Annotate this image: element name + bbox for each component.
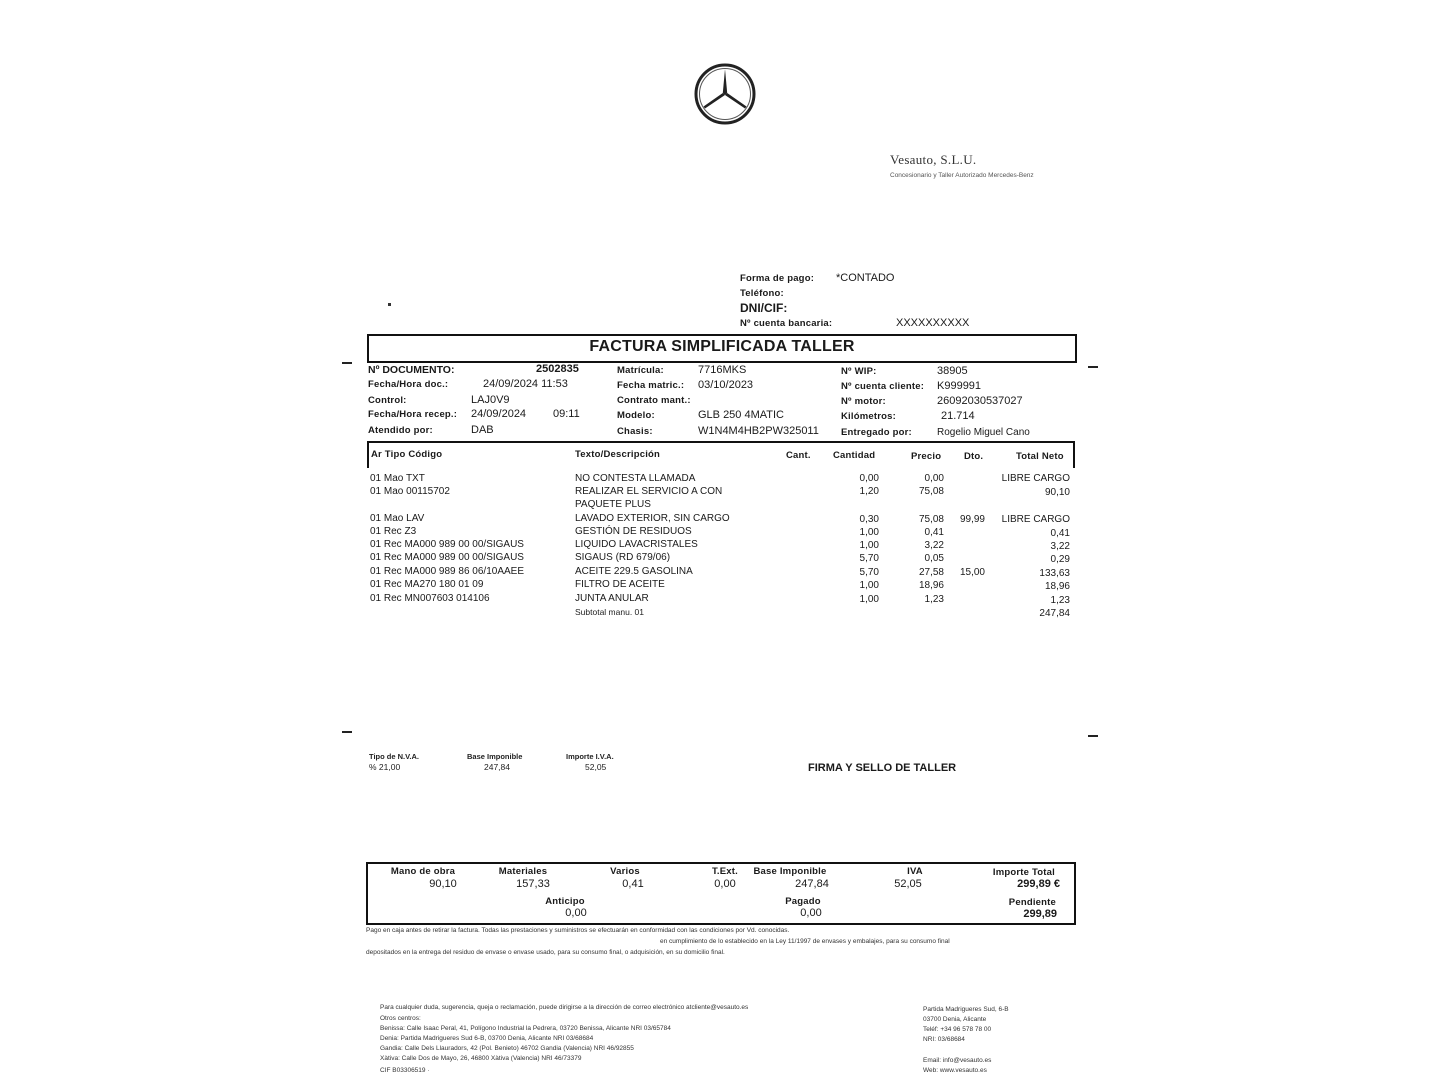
company-subtitle: Concesionario y Taller Autorizado Mercedes-Benz: [890, 172, 1034, 179]
control-label: Control:: [368, 395, 407, 406]
col-header-codigo: Ar Tipo Código: [371, 449, 443, 460]
cell-texto: REALIZAR EL SERVICIO A CON: [575, 486, 723, 497]
varios-value: 0,41: [622, 878, 644, 890]
iva-value: 52,05: [894, 878, 922, 890]
iva-label: IVA: [907, 866, 923, 877]
cell-total: 0,41: [1050, 528, 1070, 539]
cell-cantidad: 1,00: [859, 580, 879, 591]
cell-precio: 18,96: [918, 580, 944, 591]
footer-nri: NRI: 03/68684: [923, 1036, 965, 1043]
cell-total: LIBRE CARGO: [1001, 514, 1070, 525]
col-header-texto: Texto/Descripción: [575, 449, 661, 460]
pendiente-label: Pendiente: [1008, 897, 1056, 908]
fecha-recep-value: 24/09/2024: [471, 408, 527, 420]
cell-cantidad: 5,70: [859, 553, 879, 564]
fold-mark: [1088, 366, 1098, 368]
cell-texto: LIQUIDO LAVACRISTALES: [575, 539, 698, 550]
fecha-matric-value: 03/10/2023: [698, 379, 754, 391]
cell-cantidad: 0,00: [859, 473, 879, 484]
cell-cantidad: 1,00: [859, 540, 879, 551]
control-value: LAJ0V9: [471, 394, 510, 406]
cell-precio: 1,23: [924, 594, 944, 605]
pagado-label: Pagado: [785, 896, 821, 907]
col-header-dto: Dto.: [964, 451, 984, 462]
fold-mark: [342, 362, 352, 364]
base-imponible-label: Base Imponible: [753, 866, 827, 877]
kilometros-label: Kilómetros:: [841, 411, 896, 422]
cell-precio: 75,08: [918, 486, 944, 497]
cell-precio: 75,08: [918, 514, 944, 525]
footer-phone: Teléf: +34 96 578 78 00: [923, 1026, 992, 1033]
table-top-rule: [367, 441, 1075, 443]
t-ext-value: 0,00: [714, 878, 736, 890]
cell-dto: 15,00: [959, 567, 985, 578]
cell-texto: ACEITE 229.5 GASOLINA: [575, 566, 693, 577]
cell-total: 90,10: [1044, 487, 1070, 498]
firma-sello-label: FIRMA Y SELLO DE TALLER: [808, 762, 957, 774]
col-header-precio: Precio: [911, 451, 942, 462]
dot-mark: [388, 303, 391, 306]
cell-total: 133,63: [1039, 568, 1070, 579]
importe-total-label: Importe Total: [992, 867, 1055, 878]
footer-centro-xativa: Xàtiva: Calle Dos de Mayo, 26, 46800 Xàtiva (Valencia) NRI 46/73379: [380, 1055, 582, 1062]
telefono-label: Teléfono:: [740, 288, 784, 299]
matricula-value: 7716MKS: [698, 364, 747, 376]
materiales-label: Materiales: [498, 866, 548, 877]
dni-label: DNI/CIF:: [740, 301, 788, 315]
pagado-value: 0,00: [800, 907, 822, 919]
col-header-total: Total Neto: [1016, 451, 1064, 462]
fineprint-line-1: Pago en caja antes de retirar la factura. Todas las prestaciones y suministros se efectuarán en conformidad con las condiciones por Vd. conocidas.: [366, 927, 790, 934]
fold-mark: [342, 731, 352, 733]
table-left-rule: [367, 441, 369, 468]
fecha-recep-label: Fecha/Hora recep.:: [368, 409, 458, 420]
cuenta-cliente-label: Nº cuenta cliente:: [841, 381, 925, 392]
cell-total: 18,96: [1044, 581, 1070, 592]
base-imponible-value: 247,84: [795, 878, 829, 890]
cell-precio: 3,22: [924, 540, 944, 551]
mano-obra-value: 90,10: [429, 878, 457, 890]
doc-number-label: Nº DOCUMENTO:: [368, 364, 455, 376]
footer-cif: CIF B03306519 ·: [380, 1067, 430, 1074]
anticipo-value: 0,00: [565, 907, 587, 919]
footer-centro-denia: Denia: Partida Madrigueres Sud 6-B, 03700 Denia, Alicante NRI 03/68684: [380, 1035, 594, 1042]
cell-cantidad: 1,00: [859, 594, 879, 605]
vat-tipo-value: % 21,00: [369, 762, 401, 772]
col-header-cantidad: Cantidad: [833, 450, 876, 461]
varios-label: Varios: [610, 866, 640, 877]
footer-centro-benissa: Benissa: Calle Isaac Peral, 41, Polígono Industrial la Pedrera, 03720 Benissa, Alicante NRI 03/65784: [380, 1025, 671, 1032]
footer-web: Web: www.vesauto.es: [923, 1067, 987, 1074]
mercedes-star-logo: [693, 62, 757, 126]
cell-codigo: 01 Rec MA000 989 00 00/SIGAUS: [370, 552, 524, 563]
cell-precio: 0,00: [924, 473, 944, 484]
forma-pago-label: Forma de pago:: [740, 273, 815, 284]
t-ext-label: T.Ext.: [711, 866, 738, 877]
cell-codigo: 01 Mao 00115702: [370, 486, 450, 497]
cell-codigo: 01 Rec MN007603 014106: [370, 593, 490, 604]
importe-total-value: 299,89 €: [1017, 878, 1060, 890]
footer-email: Email: info@vesauto.es: [923, 1057, 992, 1064]
subtotal-value: 247,84: [1039, 608, 1070, 619]
cell-codigo: 01 Mao LAV: [370, 513, 425, 524]
vat-base-value: 247,84: [484, 762, 510, 772]
modelo-value: GLB 250 4MATIC: [698, 409, 784, 421]
footer-address: Partida Madrigueres Sud, 6-B: [923, 1006, 1009, 1013]
document-title: FACTURA SIMPLIFICADA TALLER: [589, 338, 855, 355]
motor-value: 26092030537027: [937, 395, 1023, 407]
atendido-label: Atendido por:: [368, 425, 433, 436]
vat-importe-value: 52,05: [585, 762, 607, 772]
table-right-rule: [1073, 441, 1075, 468]
fecha-doc-label: Fecha/Hora doc.:: [368, 379, 449, 390]
entregado-label: Entregado por:: [841, 427, 912, 438]
entregado-value: Rogelio Miguel Cano: [937, 427, 1030, 438]
footer-centro-gandia: Gandia: Calle Dels Llauradors, 42 (Pol. Benieto) 46702 Gandia (Valencia) NRI 46/92855: [380, 1045, 634, 1052]
fold-mark: [1088, 735, 1098, 737]
pendiente-value: 299,89: [1023, 908, 1057, 920]
fecha-matric-label: Fecha matric.:: [617, 380, 685, 391]
chasis-label: Chasis:: [617, 426, 653, 437]
cell-codigo: 01 Rec MA000 989 86 06/10AAEE: [370, 566, 524, 577]
kilometros-value: 21.714: [941, 410, 975, 422]
motor-label: Nº motor:: [841, 396, 886, 407]
wip-value: 38905: [937, 365, 968, 377]
fineprint-line-2: en cumplimiento de lo establecido en la Ley 11/1997 de envases y embalajes, para su consumo final: [660, 938, 950, 945]
cell-precio: 0,41: [924, 527, 944, 538]
vat-importe-label: Importe I.V.A.: [566, 752, 614, 761]
cell-codigo: 01 Rec MA270 180 01 09: [370, 579, 484, 590]
cell-total: 1,23: [1050, 595, 1070, 606]
cell-total: LIBRE CARGO: [1001, 473, 1070, 484]
cell-codigo: 01 Rec MA000 989 00 00/SIGAUS: [370, 539, 524, 550]
company-name: Vesauto, S.L.U.: [890, 152, 977, 167]
cuenta-cliente-value: K999991: [937, 380, 982, 392]
cell-codigo: 01 Mao TXT: [370, 473, 425, 484]
cell-texto: GESTIÓN DE RESIDUOS: [575, 526, 692, 537]
cell-texto: JUNTA ANULAR: [575, 593, 649, 604]
cell-codigo: 01 Rec Z3: [370, 526, 417, 537]
materiales-value: 157,33: [516, 878, 550, 890]
atendido-value: DAB: [471, 424, 494, 436]
vat-tipo-label: Tipo de N.V.A.: [369, 752, 420, 761]
col-header-cant: Cant.: [786, 450, 811, 461]
anticipo-label: Anticipo: [545, 896, 585, 907]
doc-number-value: 2502835: [536, 363, 579, 375]
footer-otros-centros: Otros centros:: [380, 1015, 421, 1022]
modelo-label: Modelo:: [617, 410, 655, 421]
cuenta-value: XXXXXXXXXX: [896, 317, 970, 329]
cell-dto: 99,99: [959, 514, 985, 525]
cell-texto: FILTRO DE ACEITE: [575, 579, 665, 590]
cell-texto: PAQUETE PLUS: [575, 499, 651, 510]
cell-precio: 27,58: [918, 567, 944, 578]
cuenta-label: Nº cuenta bancaria:: [740, 318, 833, 329]
hora-recep-value: 09:11: [553, 408, 580, 420]
forma-pago-value: *CONTADO: [836, 272, 895, 284]
footer-contact: Para cualquier duda, sugerencia, queja o reclamación, puede dirigirse a la dirección de correo electrónico atcliente@vesauto.es: [380, 1004, 749, 1011]
footer-city: 03700 Denia, Alicante: [923, 1016, 987, 1023]
cell-cantidad: 1,00: [859, 527, 879, 538]
fecha-doc-value: 24/09/2024 11:53: [483, 378, 568, 390]
cell-texto: NO CONTESTA LLAMADA: [575, 473, 696, 484]
cell-cantidad: 1,20: [859, 486, 879, 497]
wip-label: Nº WIP:: [841, 366, 877, 377]
cell-texto: LAVADO EXTERIOR, SIN CARGO: [575, 513, 730, 524]
fineprint-line-3: depositados en la entrega del residuo de envase o envase usado, para su consumo final, o adquisición, en su domicilio final.: [366, 949, 725, 956]
cell-cantidad: 5,70: [859, 567, 879, 578]
cell-total: 0,29: [1050, 554, 1070, 565]
mano-obra-label: Mano de obra: [390, 866, 456, 877]
vat-base-label: Base Imponible: [467, 752, 523, 761]
cell-total: 3,22: [1050, 541, 1070, 552]
cell-cantidad: 0,30: [859, 514, 879, 525]
subtotal-label: Subtotal manu. 01: [575, 607, 644, 617]
contrato-label: Contrato mant.:: [617, 395, 691, 406]
cell-texto: SIGAUS (RD 679/06): [575, 552, 671, 563]
matricula-label: Matrícula:: [617, 365, 664, 376]
cell-precio: 0,05: [924, 553, 944, 564]
chasis-value: W1N4M4HB2PW325011: [698, 425, 819, 437]
